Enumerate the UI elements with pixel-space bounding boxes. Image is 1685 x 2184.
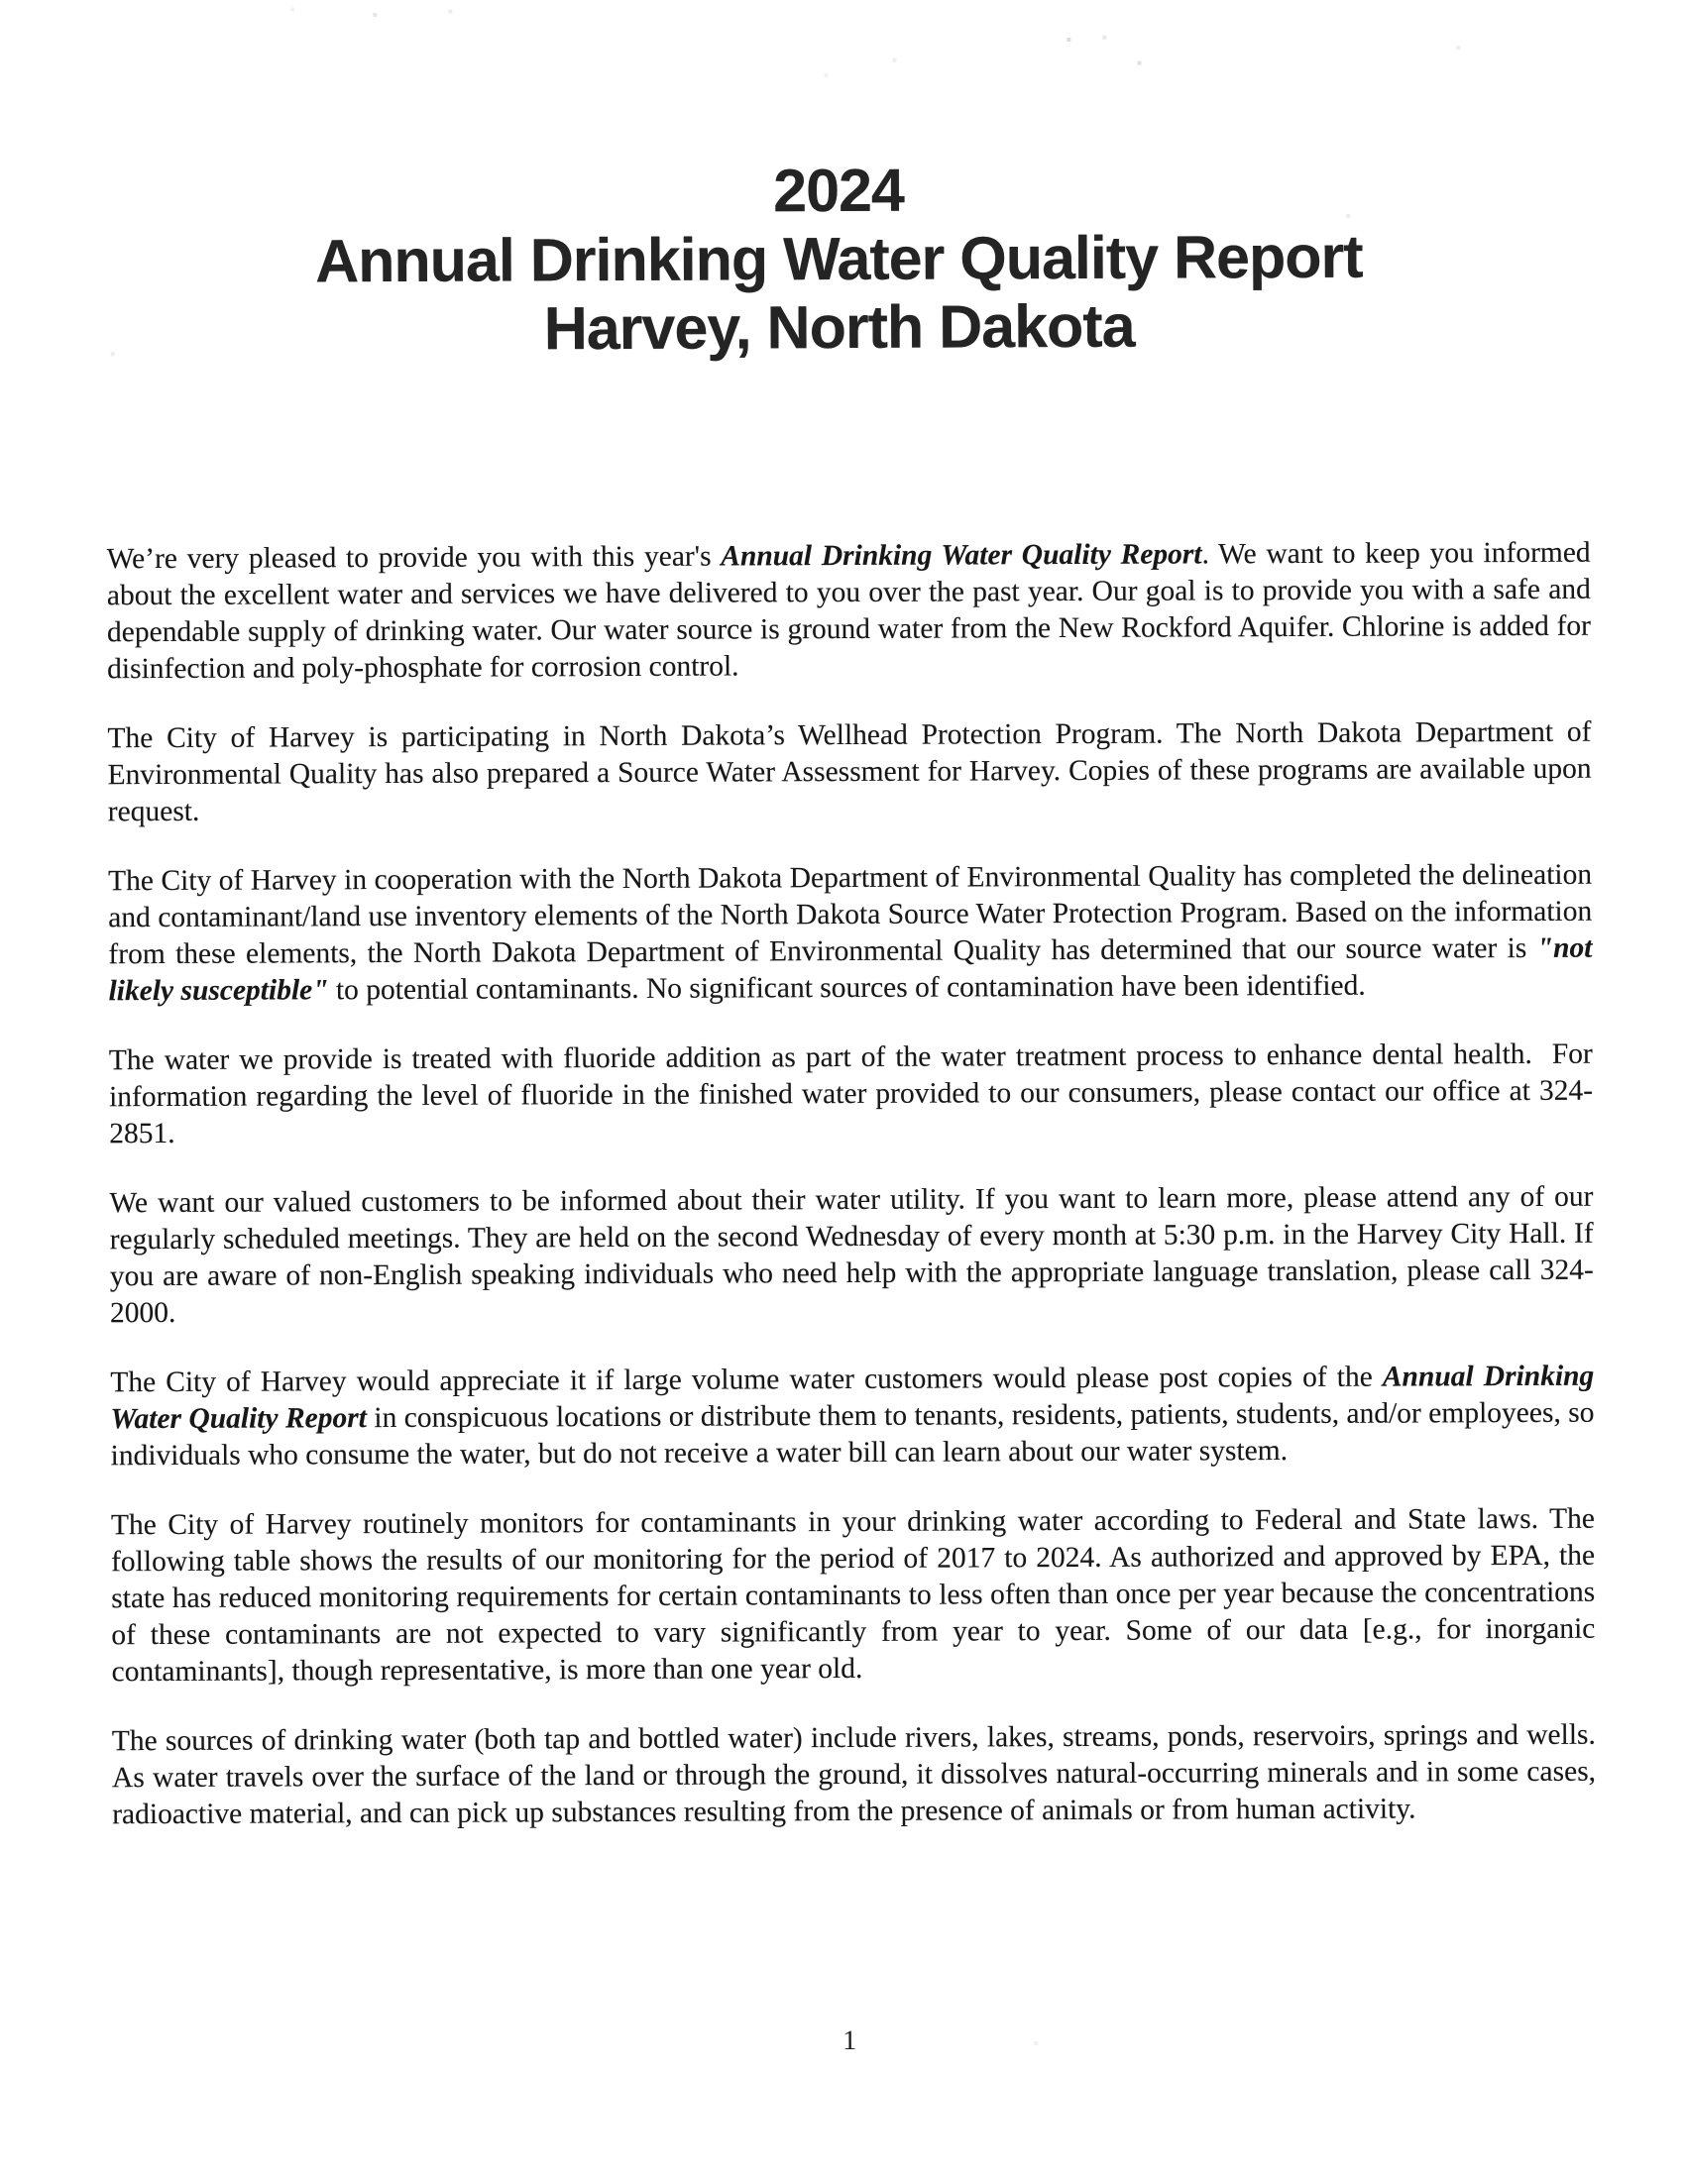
paragraph-large-volume-emphasis: Annual Drinking Water Quality Report — [110, 1360, 1595, 1436]
paragraph-large-volume-text: The City of Harvey would appreciate it if large volume water customers would please post copies of the — [110, 1361, 1383, 1399]
paragraph-intro-text: We’re very pleased to provide you with this year's — [106, 540, 722, 576]
report-title — [0, 153, 1682, 365]
title-year: 2024 — [773, 156, 905, 225]
paragraph-fluoride: The water we provide is treated with fluoride addition as part of the water treatment process to enhance dental health. For information regarding the level of fluoride in the finished water provided to our consumers, please contact our office at 324-2851. — [108, 1037, 1594, 1150]
paragraph-source-water-text: The City of Harvey in cooperation with the North Dakota Department of Environmental Quality has completed the delineation and contaminant/land use inventory elements of the North Dakota Source Water Protection Program. Based on the information from these elements, the North Dakota Department of Environmental Quality has determined that our source water is — [108, 858, 1593, 971]
title-city: Harvey, North Dakota — [543, 291, 1135, 363]
paragraph-source-water-emphasis: "not likely susceptible" — [108, 931, 1593, 1008]
paragraph-wellhead-program: The City of Harvey is participating in North Dakota’s Wellhead Protection Program. The North Dakota Department of Environmental Quality has also prepared a Source Water Assessment for Harvey. Copies of these programs are available upon request. — [107, 715, 1592, 828]
paragraph-large-volume-customers — [110, 1359, 1594, 1475]
paragraph-intro-text-2: . We want to keep you informed about the excellent water and services we have delivered to you over the past year. Our goal is to provide you with a safe and dependable supply of drinking water. Our water source is ground water from the New Rockford Aquifer. Chlorine is added for disinfection and poly-phosphate for corrosion control. — [106, 536, 1592, 686]
report-body — [107, 535, 1597, 1867]
title-report-name: Annual Drinking Water Quality Report — [314, 222, 1363, 295]
paragraph-source-water-protection — [108, 857, 1593, 1011]
paragraph-monitoring: The City of Harvey routinely monitors for contaminants in your drinking water according to Federal and State laws. The following table shows the results of our monitoring for the period of 2017 to 2024. As authorized and approved by EPA, the state has reduced monitoring requirements for certain contaminants to less often than once per year because the concentrations of these contaminants are not expected to vary significantly from year to year. Some of our data [e.g., for inorganic contaminants], though representative, is more than one year old. — [110, 1502, 1596, 1689]
paragraph-source-water-text-2: to potential contaminants. No significant sources of contamination have been identified. — [328, 969, 1366, 1007]
paragraph-meetings: We want our valued customers to be informed about their water utility. If you want to learn more, please attend any of our regularly scheduled meetings. They are held on the second Wednesday of every month at 5:30 p.m. in the Harvey City Hall. If you are aware of non-English speaking individuals who need help with the appropriate language translation, please call 324-2000. — [109, 1180, 1594, 1330]
page-number: 1 — [842, 2024, 857, 2057]
paragraph-intro — [107, 535, 1592, 689]
paragraph-water-sources: The sources of drinking water (both tap and bottled water) include rivers, lakes, streams, ponds, reservoirs, springs and wells. As water travels over the surface of the land or through the ground, it dissolves natural-occurring minerals and in some cases, radioactive material, and can pick up substances resulting from the presence of animals or from human activity. — [111, 1718, 1597, 1831]
paragraph-large-volume-text-2: in conspicuous locations or distribute them to tenants, residents, patients, students, and/or employees, so individuals who consume the water, but do not receive a water bill can learn about our water system. — [110, 1396, 1595, 1473]
paragraph-intro-emphasis: Annual Drinking Water Quality Report — [721, 538, 1202, 573]
